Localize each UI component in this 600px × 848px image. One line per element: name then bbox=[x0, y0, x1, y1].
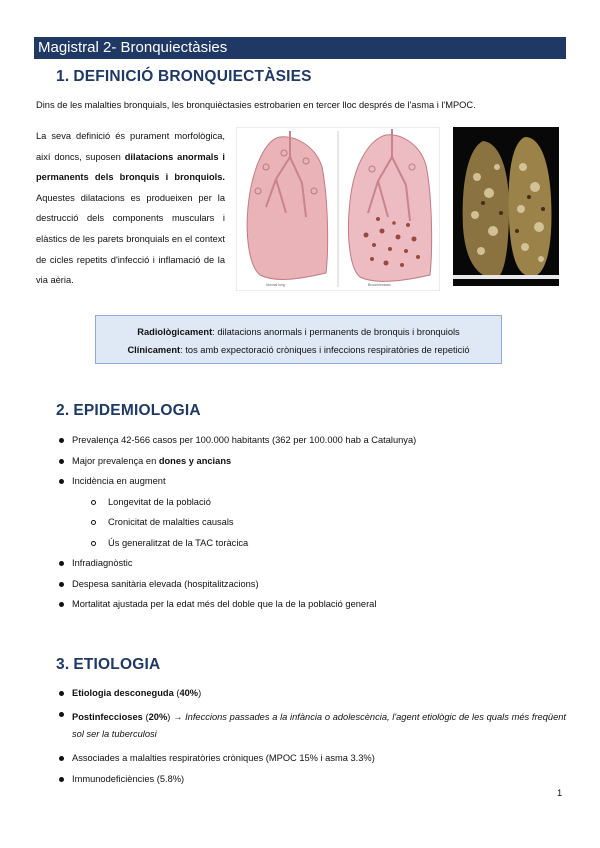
list-item: Associades a malalties respiratòries cròniques (MPOC 15% i asma 3.3%) bbox=[56, 753, 566, 764]
paren-open: ( bbox=[142, 712, 149, 722]
etiology-list bbox=[56, 688, 566, 785]
clinical-line bbox=[96, 341, 501, 359]
list-item-text: Major prevalença en bbox=[72, 455, 159, 466]
definition-paragraph bbox=[36, 126, 225, 291]
definition-text-1: La seva definició és purament morfològica, així doncs, suposen bbox=[36, 131, 225, 162]
list-item bbox=[56, 456, 416, 467]
list-item: Prevalença 42-566 casos per 100.000 habitants (362 per 100.000 hab a Catalunya) bbox=[56, 435, 416, 446]
section-number: 2. bbox=[56, 402, 70, 419]
list-item bbox=[56, 688, 566, 699]
radiology-text: : dilatacions anormals i permanents de bronquis i bronquiols bbox=[212, 327, 460, 337]
etiology-postinfectious-label: Postinfeccioses bbox=[72, 712, 143, 722]
definition-bold: dilatacions anormals i permanents dels bronquis i bronquiols. bbox=[36, 151, 225, 183]
list-item bbox=[56, 709, 566, 743]
list-item: Infradiagnòstic bbox=[56, 558, 416, 569]
etiology-unknown-percent: 40% bbox=[179, 688, 199, 698]
list-item: Despesa sanitària elevada (hospitalitzacions) bbox=[56, 579, 416, 590]
section-heading-definition bbox=[56, 68, 312, 86]
section-number: 1. bbox=[56, 68, 70, 85]
normal-lung-caption: Normal lung bbox=[266, 283, 285, 287]
sub-list-item: Cronicitat de malalties causals bbox=[56, 517, 416, 528]
radiology-line bbox=[96, 323, 501, 341]
section-number: 3. bbox=[56, 656, 70, 673]
etiology-postinfectious-note: Infeccions passades a la infància o adolescència, l'agent etiològic de les quals més freqüent sol ser la tuberculosi bbox=[72, 712, 566, 739]
section-title: DEFINICIÓ BRONQUIECTÀSIES bbox=[73, 68, 312, 85]
etiology-postinfectious-percent: 20% bbox=[148, 712, 168, 722]
arrow-icon: → bbox=[170, 712, 186, 722]
list-item: Incidència en augment bbox=[56, 476, 416, 487]
paren-close: ) bbox=[198, 688, 202, 698]
paren-open: ( bbox=[176, 688, 180, 698]
pathology-specimen-photo bbox=[453, 127, 559, 286]
intro-paragraph: Dins de les malalties bronquials, les bronquièctasies estrobarien en tercer lloc després de l'asma i l'MPOC. bbox=[36, 100, 476, 110]
section-heading-epidemiology bbox=[56, 402, 201, 420]
photo-scale-bar bbox=[453, 275, 559, 279]
sub-list-item: Ús generalitzat de la TAC toràcica bbox=[56, 538, 416, 549]
etiology-unknown-label: Etiologia desconeguda bbox=[72, 688, 174, 698]
list-item: Immunodeficiències (5.8%) bbox=[56, 774, 566, 785]
clinical-label: Clínicament bbox=[127, 345, 181, 355]
page-number: 1 bbox=[557, 788, 563, 798]
list-item: Mortalitat ajustada per la edat més del doble que la de la població general bbox=[56, 599, 416, 610]
bronchiectasis-caption: Bronchiectasis bbox=[368, 283, 391, 287]
definition-text-2: Aquestes dilatacions es produeixen per la destrucció dels components musculars i elàstics de les parets bronquials en el context de cicles repetits d'infecció i inflamació de la via aèria. bbox=[36, 192, 225, 286]
paren-close: ) bbox=[167, 712, 171, 722]
sub-list-item: Longevitat de la població bbox=[56, 497, 416, 508]
epidemiology-list bbox=[56, 435, 416, 610]
summary-box bbox=[95, 315, 502, 364]
document-title-banner: Magistral 2- Bronquiectàsies bbox=[34, 37, 566, 59]
list-item-bold: dones y ancians bbox=[158, 455, 232, 466]
section-heading-etiology bbox=[56, 656, 160, 674]
section-title: ETIOLOGIA bbox=[73, 656, 161, 673]
lung-comparison-illustration bbox=[236, 127, 440, 291]
radiology-label: Radiològicament bbox=[137, 327, 213, 337]
section-title: EPIDEMIOLOGIA bbox=[73, 402, 201, 419]
clinical-text: : tos amb expectoració cròniques i infeccions respiratòries de repetició bbox=[180, 345, 470, 355]
